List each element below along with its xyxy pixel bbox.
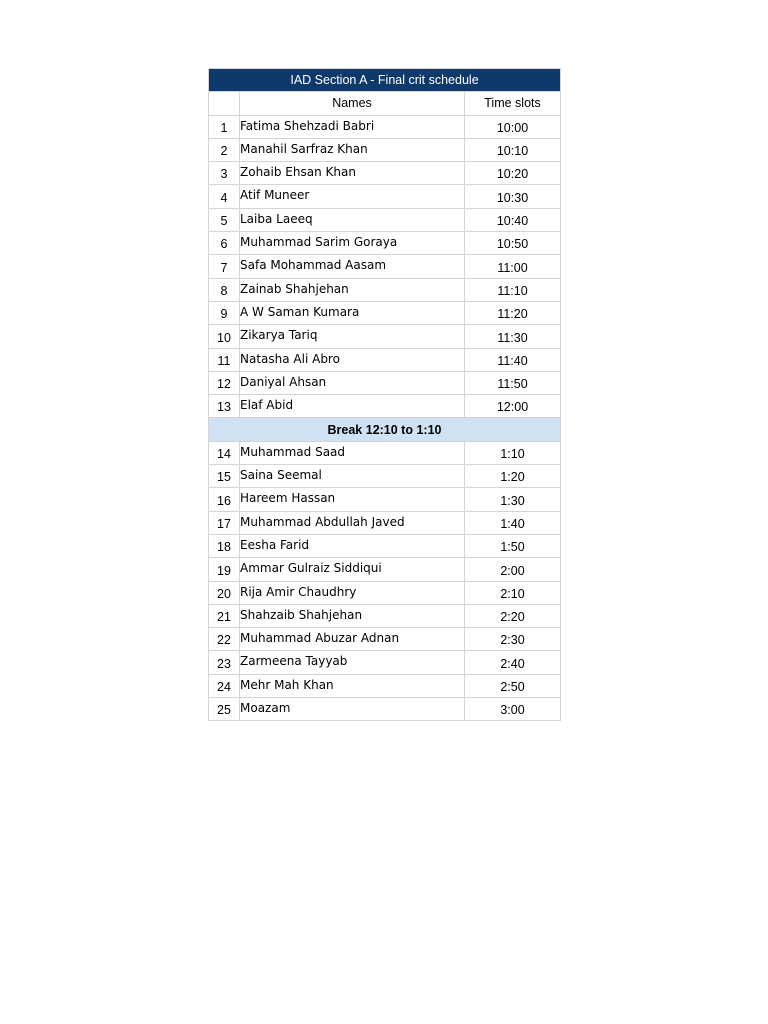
time-slot: 1:30 (465, 488, 561, 511)
row-number: 2 (209, 138, 240, 161)
row-number: 14 (209, 441, 240, 464)
table-row (209, 488, 561, 511)
table-row (209, 208, 561, 231)
row-number: 13 (209, 395, 240, 418)
time-slot: 10:00 (465, 115, 561, 138)
student-name: Zikarya Tariq (240, 325, 465, 348)
table-row (209, 651, 561, 674)
time-slot: 2:10 (465, 581, 561, 604)
row-number: 9 (209, 301, 240, 324)
table-row (209, 371, 561, 394)
student-name: Daniyal Ahsan (240, 371, 465, 394)
time-slot: 10:30 (465, 185, 561, 208)
row-number: 21 (209, 604, 240, 627)
time-slot: 11:50 (465, 371, 561, 394)
title-row (209, 69, 561, 92)
schedule-title: IAD Section A - Final crit schedule (209, 69, 561, 92)
row-number: 25 (209, 698, 240, 721)
student-name: Fatima Shehzadi Babri (240, 115, 465, 138)
student-name: A W Saman Kumara (240, 301, 465, 324)
table-row (209, 255, 561, 278)
time-slot: 11:20 (465, 301, 561, 324)
student-name: Muhammad Saad (240, 441, 465, 464)
table-row (209, 534, 561, 557)
break-label: Break 12:10 to 1:10 (209, 418, 561, 441)
time-slot: 12:00 (465, 395, 561, 418)
student-name: Eesha Farid (240, 534, 465, 557)
student-name: Natasha Ali Abro (240, 348, 465, 371)
table-row (209, 465, 561, 488)
number-header (209, 92, 240, 115)
time-slot: 10:20 (465, 162, 561, 185)
student-name: Zarmeena Tayyab (240, 651, 465, 674)
student-name: Moazam (240, 698, 465, 721)
schedule-body (209, 69, 561, 721)
row-number: 10 (209, 325, 240, 348)
row-number: 4 (209, 185, 240, 208)
time-slot: 11:40 (465, 348, 561, 371)
student-name: Atif Muneer (240, 185, 465, 208)
break-row (209, 418, 561, 441)
table-row (209, 301, 561, 324)
time-slot: 1:50 (465, 534, 561, 557)
time-slot: 11:10 (465, 278, 561, 301)
time-slot: 10:40 (465, 208, 561, 231)
student-name: Saina Seemal (240, 465, 465, 488)
row-number: 19 (209, 558, 240, 581)
table-row (209, 325, 561, 348)
time-slot: 11:30 (465, 325, 561, 348)
student-name: Muhammad Sarim Goraya (240, 232, 465, 255)
row-number: 15 (209, 465, 240, 488)
table-row (209, 348, 561, 371)
row-number: 1 (209, 115, 240, 138)
table-row (209, 628, 561, 651)
names-header: Names (240, 92, 465, 115)
student-name: Safa Mohammad Aasam (240, 255, 465, 278)
time-slot: 2:40 (465, 651, 561, 674)
table-row (209, 162, 561, 185)
row-number: 12 (209, 371, 240, 394)
student-name: Shahzaib Shahjehan (240, 604, 465, 627)
time-slot: 10:50 (465, 232, 561, 255)
time-slot: 1:40 (465, 511, 561, 534)
student-name: Zainab Shahjehan (240, 278, 465, 301)
row-number: 16 (209, 488, 240, 511)
table-row (209, 232, 561, 255)
table-row (209, 581, 561, 604)
row-number: 18 (209, 534, 240, 557)
header-row (209, 92, 561, 115)
row-number: 20 (209, 581, 240, 604)
row-number: 11 (209, 348, 240, 371)
student-name: Laiba Laeeq (240, 208, 465, 231)
student-name: Elaf Abid (240, 395, 465, 418)
table-row (209, 138, 561, 161)
time-slot: 2:20 (465, 604, 561, 627)
table-row (209, 674, 561, 697)
student-name: Manahil Sarfraz Khan (240, 138, 465, 161)
time-slot: 1:20 (465, 465, 561, 488)
student-name: Hareem Hassan (240, 488, 465, 511)
table-row (209, 278, 561, 301)
student-name: Muhammad Abdullah Javed (240, 511, 465, 534)
row-number: 7 (209, 255, 240, 278)
table-row (209, 115, 561, 138)
table-row (209, 441, 561, 464)
time-slot: 2:00 (465, 558, 561, 581)
student-name: Rija Amir Chaudhry (240, 581, 465, 604)
time-slot: 10:10 (465, 138, 561, 161)
student-name: Muhammad Abuzar Adnan (240, 628, 465, 651)
table-row (209, 185, 561, 208)
time-slot: 11:00 (465, 255, 561, 278)
time-slot: 2:50 (465, 674, 561, 697)
time-slot: 1:10 (465, 441, 561, 464)
table-row (209, 511, 561, 534)
student-name: Mehr Mah Khan (240, 674, 465, 697)
row-number: 17 (209, 511, 240, 534)
time-slot: 3:00 (465, 698, 561, 721)
time-slot: 2:30 (465, 628, 561, 651)
table-row (209, 558, 561, 581)
time-slots-header: Time slots (465, 92, 561, 115)
crit-schedule-table (208, 68, 561, 721)
row-number: 23 (209, 651, 240, 674)
student-name: Zohaib Ehsan Khan (240, 162, 465, 185)
row-number: 24 (209, 674, 240, 697)
table-row (209, 698, 561, 721)
row-number: 6 (209, 232, 240, 255)
table-row (209, 604, 561, 627)
row-number: 3 (209, 162, 240, 185)
row-number: 22 (209, 628, 240, 651)
row-number: 5 (209, 208, 240, 231)
table-row (209, 395, 561, 418)
row-number: 8 (209, 278, 240, 301)
student-name: Ammar Gulraiz Siddiqui (240, 558, 465, 581)
